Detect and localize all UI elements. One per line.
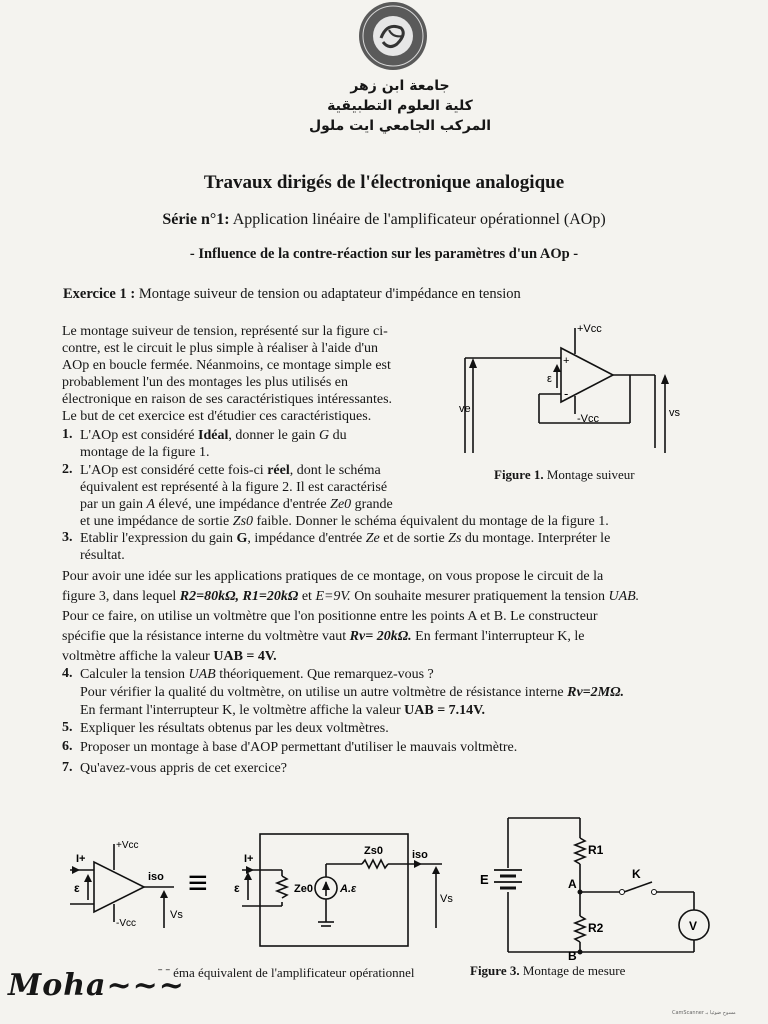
figure-3-measurement-circuit [476, 812, 726, 963]
q2-grande: grande [354, 497, 393, 512]
q2-zs0: Zs0 [232, 514, 254, 529]
handwritten-signature: Moha~~~ [8, 968, 185, 1003]
q3-ze: Ze [365, 531, 380, 546]
q3-text2: , impédance d'entrée [247, 531, 363, 546]
para-uab: UAB. [608, 589, 640, 604]
q4-uab-value: UAB = 7.14V. [404, 703, 485, 718]
para-et: et [301, 589, 312, 604]
para-text: figure 3, dans lequel [62, 589, 177, 604]
intro-line: contre, est le circuit le plus simple à réaliser à l'aide d'un [62, 341, 379, 356]
q2-text3: par un gain [80, 497, 143, 512]
fig1-vcc-pos: +Vcc [577, 323, 602, 335]
serie-heading [0, 211, 768, 229]
intro-line: probablement l'un des montages les plus utilisés en [62, 375, 348, 390]
q2-text6: faible. Donner le schéma équivalent du montage de la figure 1. [256, 514, 609, 529]
para-resistances: R2=80kΩ, R1=20kΩ [179, 589, 299, 604]
fig1-minus: - [564, 386, 569, 401]
figure-2-opamp-equivalent-circuit [64, 830, 453, 960]
q2-ze0: Ze0 [330, 497, 352, 512]
q3-text4: du montage. Interpréter le [464, 531, 611, 546]
q2-text: L'AOp est considéré cette fois-ci [80, 463, 264, 478]
intro-line: Le montage suiveur de tension, représenté sur la figure ci- [62, 324, 388, 339]
q4-text2: théoriquement. Que remarquez-vous ? [219, 667, 434, 682]
para-uab-value: UAB = 4V. [213, 649, 277, 664]
figure-2-caption: ˉ ˉ éma équivalent de l'amplificateur opérationnel [158, 965, 415, 980]
question-number: 6. [62, 739, 73, 754]
fig2-zs0: Zs0 [364, 845, 383, 857]
fig2-epsilon: ε [74, 881, 80, 895]
figure-1-voltage-follower-circuit [455, 318, 695, 463]
q2-gain-a: A [146, 497, 156, 512]
exercise-title: Montage suiveur de tension ou adaptateur d'impédance en tension [138, 286, 521, 302]
influence-subtitle: - Influence de la contre-réaction sur les paramètres d'un AOp - [189, 246, 579, 262]
q2-text4: élevé, une impédance d'entrée [158, 497, 327, 512]
fig2-ze0: Ze0 [294, 883, 313, 895]
fig2-iso-right: iso [412, 849, 428, 861]
university-seal-logo [353, 0, 433, 72]
fig2-vs: Vs [170, 909, 183, 921]
question-6: Proposer un montage à base d'AOP permettant d'utiliser le mauvais voltmètre. [80, 740, 518, 755]
q4-text3: Pour vérifier la qualité du voltmètre, on utilise un autre voltmètre de résistance interne [80, 685, 564, 700]
q4-rv: Rv=2MΩ. [567, 685, 625, 700]
intro-line: AOp en boucle fermée. Néanmoins, ce montage simple est [62, 358, 391, 373]
q2-text5: et une impédance de sortie [80, 514, 230, 529]
q3-text: Etablir l'expression du gain [80, 531, 233, 546]
q1-gain: G [318, 428, 330, 443]
exercise-label: Exercice 1 : [63, 286, 136, 302]
fig2-iso: iso [148, 871, 164, 883]
fig3-r1: R1 [588, 843, 604, 857]
fig3-caption-label: Figure 3. [470, 963, 520, 978]
fig1-ve-label: ve [459, 403, 471, 415]
fig3-voltmeter: V [689, 919, 698, 933]
application-paragraph [62, 567, 702, 667]
question-1 [80, 427, 440, 461]
fig2-epsilon-right: ε [234, 881, 240, 895]
question-number: 2. [62, 462, 73, 477]
arabic-university-name: جامعة ابن زهر [350, 78, 450, 94]
fig1-vs-label: vs [669, 407, 680, 419]
q4-text: Calculer la tension [80, 667, 185, 682]
question-number: 3. [62, 530, 73, 545]
q2-reel: réel [267, 463, 290, 478]
serie-text: Application linéaire de l'amplificateur opérationnel (AOp) [232, 211, 606, 228]
q4-uab: UAB [188, 667, 216, 682]
fig3-a: A [568, 877, 577, 891]
para-text5: voltmètre affiche la valeur [62, 649, 210, 664]
q4-text4: En fermant l'interrupteur K, le voltmètre affiche la valeur [80, 703, 401, 718]
fig2-equivalent-sign: ≡ [188, 864, 208, 902]
question-number: 5. [62, 720, 73, 735]
q1-text: L'AOp est considéré [80, 428, 195, 443]
question-number: 1. [62, 427, 73, 442]
fig2-vcc-neg: -Vcc [116, 918, 136, 929]
para-line: Pour ce faire, on utilise un voltmètre que l'on positionne entre les points A et B. Le constructeur [62, 609, 598, 624]
q3-zs: Zs [448, 531, 462, 546]
fig3-k: K [632, 867, 641, 881]
arabic-campus-name: المركب الجامعي ايت ملول [308, 118, 492, 134]
scanner-watermark: CamScanner مسوح ضوئيا بـ [672, 1010, 736, 1016]
fig2-vs-right: Vs [440, 893, 453, 905]
fig2-ae-source: A.ε [340, 883, 357, 895]
q1-line2: montage de la figure 1. [80, 445, 210, 460]
fig1-caption-label: Figure 1. [494, 467, 544, 482]
para-rv: Rv= 20kΩ. [349, 629, 412, 644]
fig1-plus: + [563, 355, 570, 367]
intro-line: électronique en raison de ses caractéristiques intéressantes. [62, 392, 393, 407]
question-4 [80, 666, 720, 720]
question-3 [80, 530, 720, 564]
serie-label: Série n°1: [162, 211, 230, 228]
q3-line2: résultat. [80, 548, 125, 563]
fig2-iplus-right: I+ [244, 853, 254, 865]
para-text4: En fermant l'interrupteur K, le [415, 629, 585, 644]
q1-du: du [332, 428, 347, 443]
para-text3: spécifie que la résistance interne du voltmètre vaut [62, 629, 347, 644]
para-line: Pour avoir une idée sur les applications pratiques de ce montage, on vous propose le circuit de la [62, 569, 604, 584]
intro-line: Le but de cet exercice est d'étudier ces caractéristiques. [62, 409, 372, 424]
q1-text2: , donner le gain [228, 428, 316, 443]
fig3-r2: R2 [588, 921, 604, 935]
para-text2: On souhaite mesurer pratiquement la tension [354, 589, 605, 604]
arabic-faculty-name: كلية العلوم التطبيقية [327, 98, 473, 114]
fig3-e: E [480, 872, 489, 887]
intro-paragraph [62, 323, 442, 425]
fig1-vcc-neg: -Vcc [577, 413, 599, 425]
fig3-b: B [568, 949, 577, 963]
fig1-caption-text: Montage suiveur [546, 467, 635, 482]
fig2-iplus: I+ [76, 853, 86, 865]
para-e-value: E=9V. [315, 589, 351, 604]
question-7: Qu'avez-vous appris de cet exercice? [80, 761, 287, 776]
fig2-vcc-pos: +Vcc [116, 840, 139, 851]
q1-ideal: Idéal [198, 428, 229, 443]
fig3-caption-text: Montage de mesure [522, 963, 626, 978]
figure-3-caption [470, 963, 625, 979]
exercise-heading [63, 286, 521, 303]
q3-text3: et de sortie [383, 531, 445, 546]
question-number: 4. [62, 666, 73, 681]
q2-text2: , dont le schéma [289, 463, 381, 478]
question-number: 7. [62, 760, 73, 775]
figure-1-caption [494, 467, 635, 483]
q2-line2: équivalent est représenté à la figure 2. Il est caractérisé [80, 480, 388, 495]
question-5: Expliquer les résultats obtenus par les deux voltmètres. [80, 721, 389, 736]
document-title: Travaux dirigés de l'électronique analogique [203, 172, 565, 193]
fig1-epsilon: ε [547, 373, 552, 385]
q3-gain: G [236, 531, 248, 546]
